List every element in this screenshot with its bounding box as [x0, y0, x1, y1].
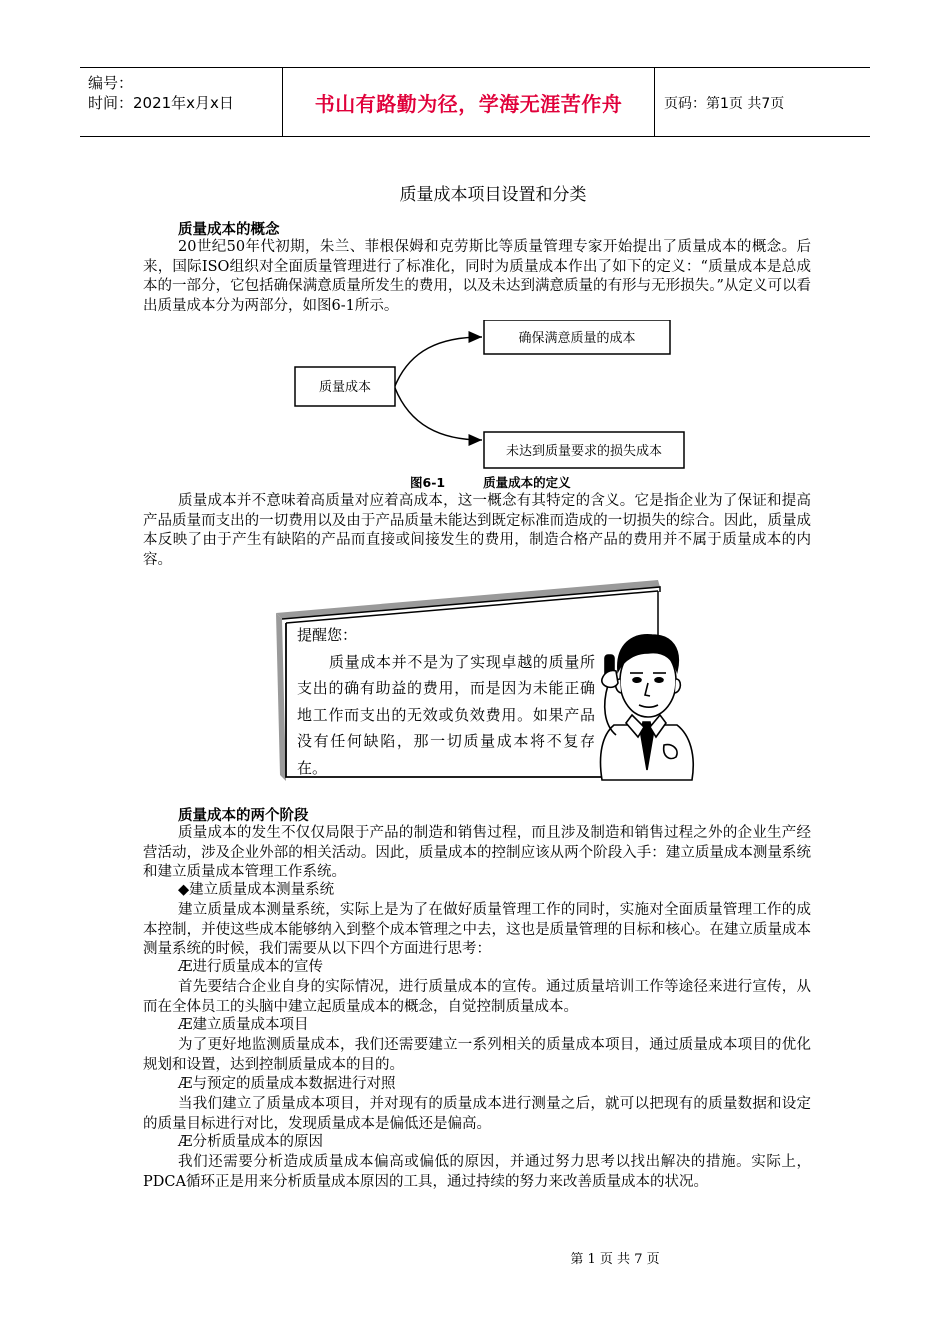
serial-label: 编号： — [88, 74, 134, 92]
item-compare-data: Æ与预定的质量成本数据进行对照 — [178, 1076, 396, 1092]
motto: 书山有路勤为径，学海无涯苦作舟 — [314, 92, 623, 116]
paragraph-meaning: 质量成本并不意味着高质量对应着高成本，这一概念有其特定的含义。它是指企业为了保证和提高产品质量而支出的一切费用以及由于产品质量未能达到既定标准而造成的一切损失的综合。因此，质量成本反映了由于产生有缺陷的产品而直接或间接发生的费用，制造合格产品的费用并不属于质量成本的内容。 — [143, 493, 811, 568]
header-left-cell — [80, 68, 282, 136]
item-publicity: Æ进行质量成本的宣传 — [178, 959, 324, 975]
item-analyze-causes: Æ分析质量成本的原因 — [178, 1134, 324, 1150]
tip-label: 提醒您： — [297, 626, 358, 644]
section-heading-concept: 质量成本的概念 — [178, 222, 280, 238]
page-footer: 第 1 页 共 7 页 — [570, 1252, 660, 1267]
paragraph-analyze-causes: 我们还需要分析造成质量成本偏高或偏低的原因，并通过努力思考以找出解决的措施。实际上，PDCA循环正是用来分析质量成本原因的工具，通过持续的努力来改善质量成本的状况。 — [143, 1154, 811, 1190]
page-info: 页码：第1页 共7页 — [664, 96, 785, 112]
page-header — [80, 67, 870, 137]
tip-shadow — [276, 580, 660, 619]
document-title: 质量成本项目设置和分类 — [399, 185, 587, 205]
root-label: 质量成本 — [318, 380, 372, 395]
tip-body: 质量成本并不是为了实现卓越的质量所支出的确有助益的费用，而是因为未能正确地工作而支出的无效或负效费用。如果产品没有任何缺陷，那一切质量成本将不复存在。 — [297, 652, 595, 777]
header-right-cell — [654, 68, 870, 136]
bullet-measurement-system: ◆建立质量成本测量系统 — [178, 882, 335, 898]
section-heading-stages: 质量成本的两个阶段 — [178, 808, 309, 824]
paragraph-publicity: 首先要结合企业自身的实际情况，进行质量成本的宣传。通过质量培训工作等途径来进行宣传，从而在全体员工的头脑中建立起质量成本的概念，自觉控制质量成本。 — [143, 979, 811, 1015]
tip-text — [297, 622, 595, 781]
header-center-cell — [282, 68, 655, 136]
quality-cost-diagram — [290, 320, 690, 475]
top-branch-label: 确保满意质量的成本 — [518, 331, 636, 346]
paragraph-definition: 20世纪50年代初期，朱兰、菲根保姆和克劳斯比等质量管理专家开始提出了质量成本的概念。后来，国际ISO组织对全面质量管理进行了标准化，同时为质量成本作出了如下的定义：“质量成本是总成本的一部分，它包括确保满意质量所发生的费用，以及未达到满意质量的有形与无形损失。”从定义可以看出质量成本分为两部分，如图6-1所示。 — [143, 239, 811, 314]
caption-number: 图6-1 — [410, 475, 446, 490]
bottom-branch-label: 未达到质量要求的损失成本 — [505, 444, 663, 459]
figure-caption — [410, 473, 571, 491]
arrow-top — [395, 337, 482, 386]
arrow-bottom — [395, 388, 482, 440]
paragraph-cost-items: 为了更好地监测质量成本，我们还需要建立一系列相关的质量成本项目，通过质量成本项目的优化规划和设置，达到控制质量成本的目的。 — [143, 1037, 811, 1073]
cartoon-man-icon — [601, 635, 694, 780]
paragraph-measurement: 建立质量成本测量系统，实际上是为了在做好质量管理工作的同时，实施对全面质量管理工作的成本控制，并使这些成本能够纳入到整个成本管理之中去，这也是质量管理的目标和核心。在建立质量成本测量系统的时候，我们需要从以下四个方面进行思考： — [143, 902, 811, 957]
item-cost-items: Æ建立质量成本项目 — [178, 1017, 309, 1033]
paragraph-compare-data: 当我们建立了质量成本项目，并对现有的质量成本进行测量之后，就可以把现有的质量数据和设定的质量目标进行对比，发现质量成本是偏低还是偏高。 — [143, 1096, 811, 1132]
date-label: 时间：2021年x月x日 — [88, 94, 234, 112]
paragraph-stages: 质量成本的发生不仅仅局限于产品的制造和销售过程，而且涉及制造和销售过程之外的企业生产经营活动，涉及企业外部的相关活动。因此，质量成本的控制应该从两个阶段入手：建立质量成本测量系统和建立质量成本管理工作系统。 — [143, 825, 811, 880]
caption-text: 质量成本的定义 — [483, 475, 571, 490]
